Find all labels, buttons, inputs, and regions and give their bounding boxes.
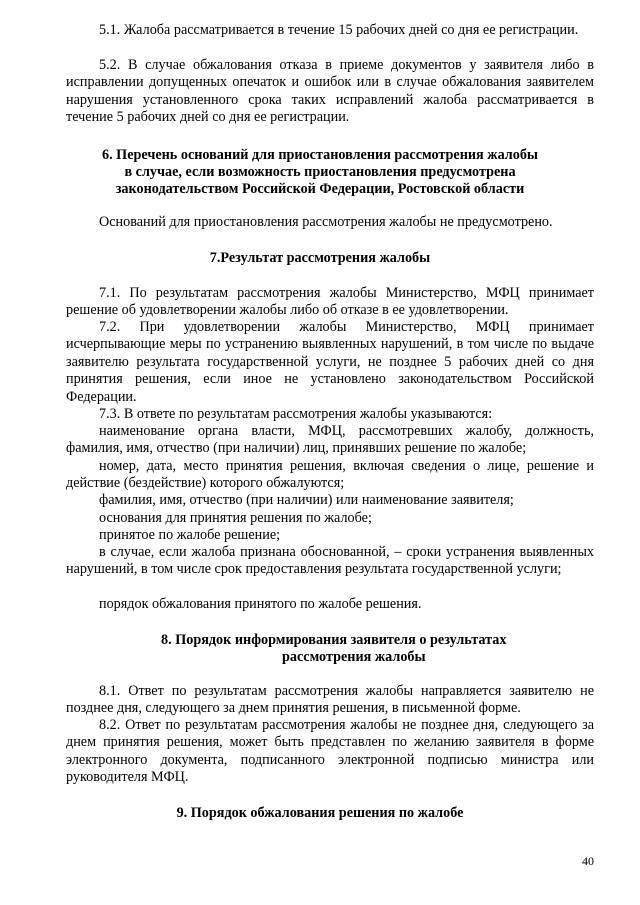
paragraph-7-3-item-1: наименование органа власти, МФЦ, рассмотревших жалобу, должность, фамилия, имя, отчество (при наличии) лиц, принявших решение по жалобе; (66, 423, 594, 457)
paragraph-7-1: 7.1. По результатам рассмотрения жалобы Министерство, МФЦ принимает решение об удовлетворении жалобы либо об отказе в ее удовлетворении. (66, 285, 594, 319)
paragraph-7-3-item-3: фамилия, имя, отчество (при наличии) или наименование заявителя; (99, 492, 514, 508)
paragraph-8-2: 8.2. Ответ по результатам рассмотрения жалобы не позднее дня, следующего за днем принятия решения, может быть представлен по желанию заявителя в форме электронного документа, подписанного электронной подписью министра или руководителя МФЦ. (66, 717, 594, 786)
paragraph-7-3-item-6: в случае, если жалоба признана обоснованной, – сроки устранения выявленных нарушений, в том числе срок предоставления результата государственной услуги; (66, 544, 594, 578)
paragraph-7-3-item-7: порядок обжалования принятого по жалобе решения. (99, 596, 422, 612)
paragraph-7-3-item-5: принятое по жалобе решение; (99, 527, 281, 543)
paragraph-6-1: Оснований для приостановления рассмотрения жалобы не предусмотрено. (99, 214, 553, 230)
heading-7: 7.Результат рассмотрения жалобы (209, 250, 431, 266)
page-number: 40 (582, 854, 594, 868)
paragraph-5-2: 5.2. В случае обжалования отказа в приеме документов у заявителя либо в исправлении допущенных опечаток и ошибок или в случае обжалования заявителем нарушения установленного срока таких исправлений жалоба рассматривается в течение 5 рабочих дней со дня ее регистрации. (66, 57, 594, 126)
heading-9: 9. Порядок обжалования решения по жалобе (176, 805, 464, 821)
paragraph-7-2: 7.2. При удовлетворении жалобы Министерство, МФЦ принимает исчерпывающие меры по устранению выявленных нарушений, в том числе по выдаче заявителю результата государственной услуги, не позднее 5 рабочих дней со дня принятия решения, если иное не установлено законодательством Российской Федерации. (66, 319, 594, 405)
heading-8-line2: рассмотрения жалобы (282, 649, 426, 665)
heading-8-line1: 8. Порядок информирования заявителя о результатах (161, 632, 507, 648)
paragraph-7-3-item-2: номер, дата, место принятия решения, включая сведения о лице, решение и действие (бездействие) которого обжалуются; (66, 458, 594, 492)
paragraph-5-1: 5.1. Жалоба рассматривается в течение 15 рабочих дней со дня ее регистрации. (99, 22, 579, 38)
paragraph-7-3: 7.3. В ответе по результатам рассмотрения жалобы указываются: (99, 406, 493, 422)
heading-6-line2: в случае, если возможность приостановления предусмотрена (124, 164, 516, 180)
paragraph-8-1: 8.1. Ответ по результатам рассмотрения жалобы направляется заявителю не позднее дня, следующего за днем принятия решения, в письменной форме. (66, 683, 594, 717)
heading-6-line3: законодательством Российской Федерации, Ростовской области (115, 181, 525, 197)
heading-6-line1: 6. Перечень оснований для приостановления рассмотрения жалобы (101, 147, 539, 163)
paragraph-7-3-item-4: основания для принятия решения по жалобе; (99, 510, 372, 526)
